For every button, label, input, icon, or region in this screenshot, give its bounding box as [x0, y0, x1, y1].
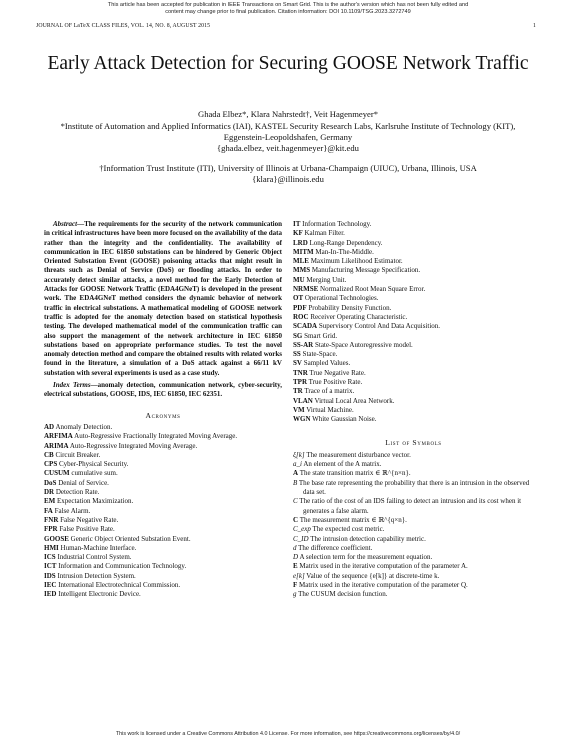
acronym-entry	[293, 341, 534, 350]
symbol: a_i	[293, 460, 302, 469]
acronym-entry	[44, 423, 282, 432]
acronym-abbr: IT	[293, 220, 301, 228]
acronym-definition: Anomaly Detection.	[55, 422, 113, 431]
symbol: C	[293, 497, 298, 506]
acronym-entry	[293, 332, 534, 341]
acronym-entry	[44, 516, 282, 525]
symbol-entry	[293, 562, 534, 571]
license-notice: This work is licensed under a Creative Commons Attribution 4.0 License. For more information, see https://creativecommons.org/licenses/by/4.0/	[115, 731, 461, 737]
symbol: C_ID	[293, 534, 309, 543]
acronym-entry	[293, 397, 534, 406]
acronym-abbr: EM	[44, 497, 56, 506]
acronym-entry	[44, 488, 282, 497]
acronym-definition: Expectation Maximization.	[57, 497, 134, 506]
acronym-entry	[44, 479, 282, 488]
acronym-abbr: AD	[44, 422, 55, 431]
abstract-text: —The requirements for the security of the network communication in critical infrastructures have been more focused on the availability of the data rather than the integrity and the confidentiality. The availability of communication in IEC 61850 substations can be hindered by Generic Object Oriented Substation Event (GOOSE) poisoning attacks that might result in threats such as Denial of Service (DoS) or flooding attacks. In order to accurately detect similar attacks, a novel method for the Early Detection of Attacks for GOOSE Network Traffic (EDA4GNeT) is developed in the present work. The EDA4GNeT method considers the dynamic behavior of network traffic in electrical substations. A mathematical modeling of GOOSE network traffic is adopted for the anomaly detection based on statistical hypothesis testing. The developed mathematical model of the communication traffic can also support the management of the network architecture in IEC 61850 substations based on appropriate performance studies. To test the novel anomaly detection method and compare the obtained results with related works found in the literature, a simulation of a DoS attack against a 66/11 kV substation with several experiments is used as a case study.	[44, 220, 282, 377]
acronym-entry	[44, 442, 282, 451]
acronym-abbr: FNR	[44, 515, 59, 524]
acronym-entry	[293, 294, 534, 303]
acronym-definition: State-Space.	[302, 350, 338, 359]
acronym-abbr: FPR	[44, 525, 58, 534]
acronym-abbr: KF	[293, 229, 303, 238]
symbol-entry	[293, 581, 534, 590]
acronym-entry	[293, 304, 534, 313]
acronym-definition: Long-Range Dependency.	[309, 238, 383, 247]
index-terms	[44, 381, 282, 400]
symbol-definition: The intrusion detection capability metric.	[310, 534, 426, 543]
acronym-entry	[293, 387, 534, 396]
symbol-entry	[293, 535, 534, 544]
acronym-abbr: SCADA	[293, 322, 318, 331]
acronym-definition: True Negative Rate.	[309, 368, 366, 377]
acronym-abbr: OT	[293, 294, 304, 303]
acronym-abbr: MITM	[293, 247, 314, 256]
symbol: F	[293, 580, 298, 589]
acronym-list-right	[293, 220, 534, 425]
abstract-label: Abstract	[53, 220, 78, 228]
symbol: A	[293, 469, 299, 478]
acronym-abbr: ICT	[44, 562, 57, 571]
symbol-entry	[293, 516, 534, 525]
acronym-definition: Operational Technologies.	[304, 294, 379, 303]
symbol: C	[293, 515, 299, 524]
symbol-definition: The CUSUM decision function.	[298, 590, 388, 599]
acronym-definition: Industrial Control System.	[57, 553, 132, 562]
acronym-definition: Probability Density Function.	[308, 303, 392, 312]
acronym-definition: Manufacturing Message Specification.	[311, 266, 421, 275]
acronym-entry	[44, 451, 282, 460]
acronym-abbr: DR	[44, 488, 55, 497]
acronym-entry	[44, 572, 282, 581]
acronym-abbr: LRD	[293, 238, 308, 247]
affiliation-kit	[44, 121, 532, 154]
acronym-entry	[293, 350, 534, 359]
acronym-entry	[293, 229, 534, 238]
acronym-definition: Denial of Service.	[58, 478, 109, 487]
acronym-abbr: SS	[293, 350, 301, 359]
acronym-entry	[293, 285, 534, 294]
acronym-abbr: TR	[293, 387, 303, 396]
acronym-definition: Circuit Breaker.	[55, 450, 101, 459]
acronym-entry	[293, 369, 534, 378]
symbol-entry	[293, 525, 534, 534]
acronym-abbr: NRMSE	[293, 285, 319, 294]
acronym-abbr: HMI	[44, 543, 59, 552]
symbol-entry	[293, 469, 534, 478]
symbol-definition: A selection term for the measurement equation.	[299, 553, 433, 562]
acronym-entry	[293, 239, 534, 248]
symbol-entry	[293, 553, 534, 562]
acronym-definition: Trace of a matrix.	[304, 387, 355, 396]
symbol-entry	[293, 497, 534, 516]
symbol-definition: The base rate representing the probability that there is an intrusion in the observed data set.	[298, 478, 530, 497]
acronym-abbr: ICS	[44, 553, 56, 562]
acronym-entry	[44, 581, 282, 590]
acronym-abbr: CUSUM	[44, 469, 70, 478]
acronym-definition: Intrusion Detection System.	[57, 571, 136, 580]
acronym-entry	[293, 406, 534, 415]
acronym-abbr: VM	[293, 405, 305, 414]
symbol-definition: The measurement matrix ∈ ℝ^{q×n}.	[299, 515, 407, 524]
acronym-entry	[293, 266, 534, 275]
acronym-abbr: GOOSE	[44, 534, 69, 543]
acronym-definition: Detection Rate.	[55, 488, 100, 497]
acronym-abbr: SG	[293, 331, 303, 340]
symbol-entry	[293, 572, 534, 581]
acronym-entry	[44, 460, 282, 469]
symbol-entry	[293, 544, 534, 553]
symbol: ξ[k]	[293, 450, 305, 459]
acronym-entry	[293, 248, 534, 257]
acronym-entry	[293, 220, 534, 229]
acronym-abbr: WGN	[293, 415, 311, 424]
acronym-definition: Kalman Filter.	[304, 229, 345, 238]
acronym-abbr: CB	[44, 450, 54, 459]
acronym-entry	[293, 415, 534, 424]
acronym-definition: cumulative sum.	[71, 469, 118, 478]
acronyms-heading: Acronyms	[145, 410, 181, 420]
acronym-definition: Sampled Values.	[303, 359, 351, 368]
acronym-definition: Man-In-The-Middle.	[315, 247, 374, 256]
acronym-abbr: MMS	[293, 266, 311, 275]
acronym-abbr: SV	[293, 359, 302, 368]
acronym-definition: Supervisory Control And Data Acquisition.	[318, 322, 441, 331]
acronym-definition: Auto-Regressive Fractionally Integrated Moving Average.	[74, 432, 238, 441]
index-terms-text: —anomaly detection, communication network, cyber-security, electrical substations, GOOSE, IDS, IEC 61850, IEC 62351.	[44, 381, 282, 399]
symbol-definition: The state transition matrix ∈ ℝ^{n×n}.	[299, 469, 411, 478]
acronym-definition: Virtual Local Area Network.	[314, 396, 395, 405]
symbol-definition: Matrix used in the iterative computation of the parameter A.	[299, 562, 468, 571]
author-list: Ghada Elbez*, Klara Nahrstedt†, Veit Hagenmeyer*	[197, 109, 378, 119]
acronym-abbr: IDS	[44, 571, 56, 580]
symbols-heading: List of Symbols	[385, 437, 442, 447]
acronym-abbr: VLAN	[293, 396, 313, 405]
symbol-list	[293, 451, 534, 600]
acronym-definition: White Gaussian Noise.	[312, 415, 377, 424]
acronym-definition: Merging Unit.	[306, 275, 347, 284]
symbol-definition: An element of the A matrix.	[303, 460, 382, 469]
symbol-definition: Matrix used in the iterative computation of the parameter Q.	[299, 580, 468, 589]
acronym-entry	[44, 562, 282, 571]
acronym-abbr: MU	[293, 275, 305, 284]
acronym-abbr: ARFIMA	[44, 432, 73, 441]
acronym-definition: State-Space Autoregressive model.	[314, 340, 413, 349]
email-uiuc[interactable]: {klara}@illinois.edu	[252, 174, 324, 184]
acronym-abbr: DoS	[44, 478, 57, 487]
acronym-entry	[293, 322, 534, 331]
journal-header: JOURNAL OF LaTeX CLASS FILES, VOL. 14, NO. 8, AUGUST 2015	[36, 23, 211, 29]
acronym-definition: Cyber-Physical Security.	[58, 460, 129, 469]
acronym-definition: Receiver Operating Characteristic.	[310, 312, 408, 321]
paper-title: Early Attack Detection for Securing GOOSE Network Traffic	[47, 53, 529, 74]
page-number: 1	[533, 23, 536, 29]
acronym-abbr: SS-AR	[293, 340, 314, 349]
acronym-abbr: TNR	[293, 368, 308, 377]
right-column	[293, 220, 534, 600]
acronym-entry	[293, 313, 534, 322]
running-header	[36, 23, 536, 29]
publication-notice-line-1: This article has been accepted for publication in IEEE Transactions on Smart Grid. This is the author's version which has not been fully edited and	[107, 2, 469, 8]
symbol-definition: Value of the sequence {e[k]} at discrete-time k.	[306, 571, 440, 580]
acronym-abbr: IED	[44, 590, 57, 599]
acronym-abbr: CPS	[44, 460, 58, 469]
symbol-entry	[293, 479, 534, 498]
left-column	[44, 220, 282, 600]
symbol-definition: The difference coefficient.	[298, 543, 373, 552]
symbol-entry	[293, 460, 534, 469]
symbol: g	[293, 590, 297, 599]
acronym-entry	[44, 553, 282, 562]
acronym-entry	[44, 469, 282, 478]
symbol: B	[293, 478, 298, 487]
acronym-definition: False Negative Rate.	[60, 515, 119, 524]
acronym-entry	[293, 257, 534, 266]
publication-notice-line-2: content may change prior to final publication. Citation information: DOI 10.1109/TSG.2023.3272749	[165, 9, 411, 15]
acronym-definition: Virtual Machine.	[306, 405, 354, 414]
symbol-entry	[293, 590, 534, 599]
acronym-entry	[44, 432, 282, 441]
acronym-definition: Auto-Regressive Integrated Moving Average.	[69, 441, 198, 450]
symbol-definition: The measurement disturbance vector.	[306, 450, 411, 459]
acronym-definition: Smart Grid.	[304, 331, 338, 340]
acronym-definition: False Positive Rate.	[59, 525, 115, 534]
acronym-entry	[44, 497, 282, 506]
symbol: E	[293, 562, 298, 571]
acronym-entry	[44, 507, 282, 516]
symbol: C_exp	[293, 525, 311, 534]
acronym-definition: Maximum Likelihood Estimator.	[310, 257, 403, 266]
email-kit[interactable]: {ghada.elbez, veit.hagenmeyer}@kit.edu	[217, 143, 359, 153]
acronym-list-left	[44, 423, 282, 600]
acronym-abbr: MLE	[293, 257, 309, 266]
publication-notice	[0, 2, 576, 16]
acronym-entry	[293, 359, 534, 368]
acronym-entry	[44, 525, 282, 534]
symbol-entry	[293, 451, 534, 460]
acronym-abbr: IEC	[44, 580, 57, 589]
acronym-abbr: PDF	[293, 303, 307, 312]
symbol: e[k]	[293, 571, 305, 580]
symbol-definition: The ratio of the cost of an IDS failing to detect an intrusion and its cost when it generates a false alarm.	[299, 497, 522, 515]
acronym-entry	[44, 590, 282, 599]
index-terms-label: Index Terms	[53, 381, 91, 390]
acronym-entry	[44, 544, 282, 553]
acronym-definition: Information Technology.	[302, 220, 372, 228]
abstract	[44, 220, 282, 378]
symbol-definition: The expected cost metric.	[312, 525, 385, 534]
acronym-definition: Normalized Root Mean Square Error.	[320, 285, 426, 294]
acronym-abbr: ARIMA	[44, 441, 69, 450]
acronym-entry	[293, 378, 534, 387]
acronym-definition: True Positive Rate.	[308, 378, 363, 387]
acronym-definition: Human-Machine Interface.	[60, 543, 137, 552]
acronym-definition: Information and Communication Technology.	[58, 562, 187, 571]
acronym-entry	[293, 276, 534, 285]
acronym-definition: False Alarm.	[54, 506, 91, 515]
acronym-definition: International Electrotechnical Commission.	[58, 580, 181, 589]
acronym-abbr: ROC	[293, 312, 309, 321]
affiliation-uiuc	[44, 163, 532, 185]
acronym-definition: Generic Object Oriented Substation Event.	[70, 534, 191, 543]
affiliation-kit-text: *Institute of Automation and Applied Informatics (IAI), KASTEL Security Research Labs, Karlsruhe Institute of Technology (KIT), Eggenstein-Leopoldshafen, Germany	[60, 121, 516, 142]
acronym-abbr: TPR	[293, 378, 307, 387]
acronym-entry	[44, 535, 282, 544]
acronym-definition: Intelligent Electronic Device.	[58, 590, 141, 599]
acronym-abbr: FA	[44, 506, 53, 515]
affiliation-uiuc-text: †Information Trust Institute (ITI), University of Illinois at Urbana-Champaign (UIUC), Urbana, Illinois, USA	[99, 163, 477, 173]
symbol: D	[293, 553, 299, 562]
symbol: d	[293, 543, 297, 552]
